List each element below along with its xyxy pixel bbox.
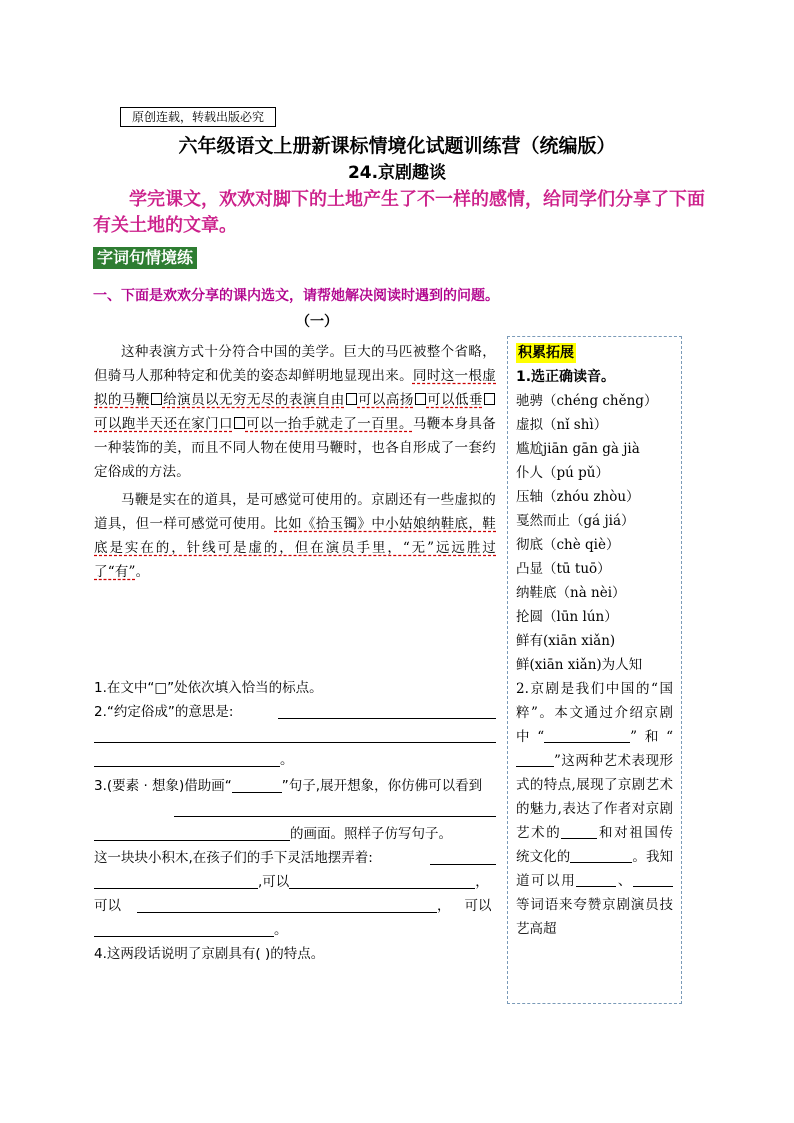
passage-text: 可以高扬 xyxy=(357,392,414,408)
question-2-line-2 xyxy=(94,724,496,748)
answer-blank[interactable] xyxy=(278,702,496,719)
answer-blank[interactable] xyxy=(576,872,616,887)
answer-blank[interactable] xyxy=(289,872,475,889)
passage-text: 这种表演方式十分符合中国的美学。巨大的马匹被整个省略，但骑马人那种特定和优美的姿态却鲜明地显现出来。 xyxy=(94,344,496,384)
blank-box[interactable] xyxy=(151,393,162,405)
reading-passage xyxy=(94,340,496,584)
pronunciation-item[interactable]: 抡圆（lūn lún） xyxy=(516,609,618,625)
answer-blank[interactable] xyxy=(94,726,496,743)
pronunciation-item[interactable]: 鲜(xiān xiǎn)为人知 xyxy=(516,657,643,673)
question-text: ， xyxy=(475,874,489,890)
answer-blank[interactable] xyxy=(174,800,496,817)
question-3-line-7 xyxy=(94,918,496,942)
sidebar-text: 。我知道可以用 xyxy=(516,849,674,889)
question-text: ”句子,展开想象，你仿佛可以看到 xyxy=(281,778,483,794)
passage-text: 可以一抬手就走了一百里。 xyxy=(245,416,413,432)
answer-blank[interactable] xyxy=(94,872,258,889)
sidebar-text: 等词语来夸赞京剧演员技艺高超 xyxy=(516,897,673,937)
intro-text: 学完课文，欢欢对脚下的土地产生了不一样的感情，给同学们分享了下面有关土地的文章。 xyxy=(93,189,705,236)
answer-blank[interactable] xyxy=(94,920,274,937)
answer-blank[interactable] xyxy=(561,824,597,839)
answer-blank[interactable] xyxy=(544,728,630,743)
question-3-line-4 xyxy=(94,846,496,870)
underlined-sentence: 比如《拾玉镯》中小姑娘纳鞋底，鞋底是实在的，针线可是虚的，但在演员手里，“无”远远胜过了“有” xyxy=(94,516,496,580)
question-text: 的画面。照样子仿写句子。 xyxy=(290,826,452,842)
answer-blank[interactable] xyxy=(94,824,290,841)
answer-blank[interactable] xyxy=(633,872,673,887)
pronunciation-item[interactable]: 压轴（zhóu zhòu） xyxy=(516,489,640,505)
question-text: 2.“约定俗成”的意思是: xyxy=(94,704,234,720)
answer-blank[interactable] xyxy=(94,750,280,767)
pronunciation-item[interactable]: 虚拟（nǐ shì） xyxy=(516,417,608,433)
answer-blank[interactable] xyxy=(516,752,554,767)
sidebar-text: ”这两种艺术表现形式的特点,展现了京剧艺术的魅力,表达了作者对京剧艺术的 xyxy=(516,753,673,841)
pronunciation-item[interactable]: 仆人（pú pǔ） xyxy=(516,465,609,481)
sidebar-box xyxy=(507,336,682,1004)
question-2-line-3 xyxy=(94,748,496,772)
question-3 xyxy=(94,774,496,798)
pronunciation-item[interactable]: 鲜有(xiān xiǎn) xyxy=(516,633,616,649)
answer-blank[interactable] xyxy=(137,896,437,913)
sidebar-question-2 xyxy=(516,677,673,941)
blank-box[interactable] xyxy=(484,393,495,405)
copyright-stamp: 原创连载，转载出版必究 xyxy=(120,107,276,127)
part-label: （一） xyxy=(296,314,338,330)
question-text: ， xyxy=(437,898,451,914)
section-tag: 字词句情境练 xyxy=(93,247,197,269)
passage-text: 马鞭是实在的道具，是可感觉可使用的。京剧还有一些虚拟的道具，但一样可感觉可使用。 xyxy=(94,492,496,532)
passage-text: 给演员以无穷无尽的表演自由 xyxy=(162,392,345,408)
question-text: 。 xyxy=(274,922,288,938)
passage-paragraph-2 xyxy=(94,488,496,584)
lesson-title: 24.京剧趣谈 xyxy=(347,163,447,183)
pronunciation-item[interactable]: 凸显（tū tuō） xyxy=(516,561,611,577)
question-3-line-6 xyxy=(94,894,496,918)
question-3-line-2 xyxy=(94,798,496,822)
pronunciation-item[interactable]: 戛然而止（gá jiá） xyxy=(516,513,635,529)
pronunciation-item[interactable]: 彻底（chè qiè） xyxy=(516,537,620,553)
pronunciation-list xyxy=(516,389,673,677)
pronunciation-item[interactable]: 尴尬jiān gān gà jià xyxy=(516,441,640,457)
blank-box[interactable] xyxy=(346,393,357,405)
question-text: ,可以 xyxy=(258,874,290,890)
passage-text: 马鞭本身具备一种装饰的美，而且不同人物在使用马鞭时，也各自形成了一套约定俗成的方法。 xyxy=(94,416,497,480)
sidebar-text: ”和“ xyxy=(630,729,673,745)
question-4: 4.这两段话说明了京剧具有( )的特点。 xyxy=(94,946,325,962)
page-title: 六年级语文上册新课标情境化试题训练营（统编版） xyxy=(178,135,616,157)
answer-blank[interactable] xyxy=(232,776,282,793)
passage-text: 可以低垂 xyxy=(426,392,483,408)
sidebar-text: 、 xyxy=(616,873,634,889)
question-text: 可以 xyxy=(94,898,121,914)
answer-blank[interactable] xyxy=(570,848,632,863)
blank-box[interactable] xyxy=(234,417,245,429)
passage-paragraph-1 xyxy=(94,340,496,484)
question-3-line-3 xyxy=(94,822,496,846)
passage-text: 同时这一根虚拟的马鞭 xyxy=(94,368,496,408)
question-text: 3.(要素 · 想象)借助画“ xyxy=(94,778,232,794)
passage-text: 可以跑半天还在家门口 xyxy=(94,416,233,432)
blank-box[interactable] xyxy=(415,393,426,405)
sidebar-text: 2.京剧是我们中国的“国粹”。本文通过介绍京剧中“ xyxy=(516,681,673,745)
passage-text: 。 xyxy=(135,564,150,580)
questions xyxy=(94,676,496,966)
question-3-line-5 xyxy=(94,870,496,894)
sidebar-text: 和对祖国传统文化的 xyxy=(516,825,673,865)
question-heading: 一、下面是欢欢分享的课内选文，请帮她解决阅读时遇到的问题。 xyxy=(93,288,499,304)
pronunciation-item[interactable]: 驰骋（chéng chěng） xyxy=(516,393,658,409)
answer-blank[interactable] xyxy=(430,848,496,865)
sidebar-question-1: 1.选正确读音。 xyxy=(516,369,616,385)
pronunciation-item[interactable]: 纳鞋底（nà nèi） xyxy=(516,585,626,601)
question-text: 可以 xyxy=(464,898,492,914)
question-text: 。 xyxy=(280,752,294,768)
question-2 xyxy=(94,700,496,724)
question-1: 1.在文中“□”处依次填入恰当的标点。 xyxy=(94,680,323,696)
question-text: 这一块块小积木,在孩子们的手下灵活地摆弄着: xyxy=(94,850,373,866)
sidebar-title: 积累拓展 xyxy=(518,345,574,361)
